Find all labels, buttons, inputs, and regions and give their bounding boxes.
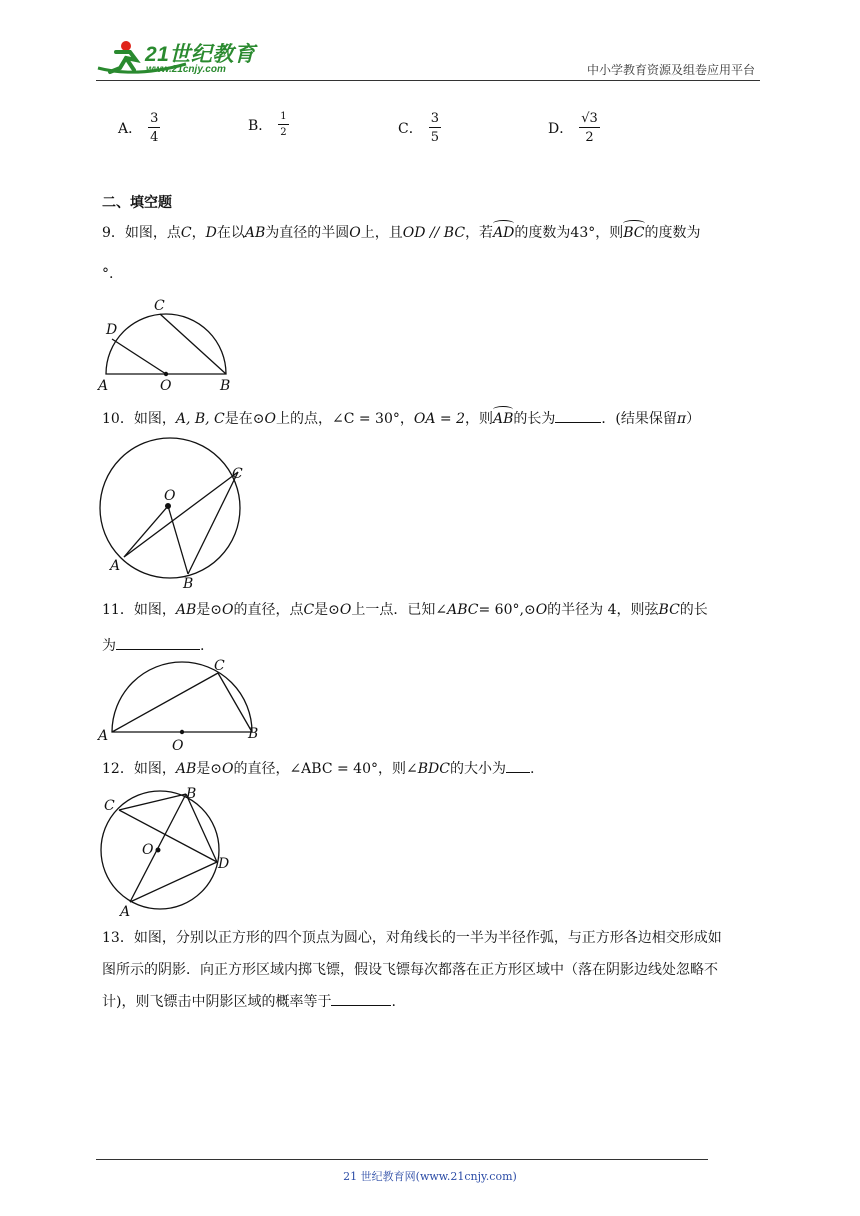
label-c: C — [214, 658, 225, 674]
question-11: 11．如图，AB是⊙O的直径，点C是⊙O上一点．已知∠ABC= 60°,⊙O的半径为 4，则弦BC的长 — [102, 602, 708, 618]
choice-c — [398, 112, 441, 144]
question-13: 13．如图，分别以正方形的四个顶点为圆心，对角线长的一半为半径作弧，与正方形各边相交形成如 图所示的阴影．向正方形区域内掷飞镖，假设飞镖每次都落在正方形区域中（落在阴影边线处忽略不 计)，则飞镖击中阴影区域的概率等于 . — [102, 930, 722, 1010]
label-b: B — [220, 378, 231, 394]
choice-label: A． — [118, 121, 143, 137]
fraction: $\frac{3}{4}$ — [150, 111, 159, 145]
question-12: 12．如图，AB是⊙O的直径，∠ABC = 40°，则∠BDC的大小为 . — [102, 761, 535, 777]
choice-label: D． — [548, 121, 574, 137]
answer-blank — [506, 772, 530, 773]
label-c: C — [104, 798, 115, 814]
choice-b — [248, 112, 289, 138]
answer-blank — [331, 1005, 391, 1006]
label-o: O — [160, 378, 172, 394]
label-b: B — [248, 726, 259, 742]
answer-blank — [555, 422, 601, 423]
label-d: D — [106, 322, 118, 338]
label-b: B — [186, 786, 197, 802]
label-d: D — [218, 856, 230, 872]
header-divider — [96, 80, 760, 81]
platform-name: 中小学教育资源及组卷应用平台 — [586, 63, 755, 77]
label-c: C — [232, 466, 243, 482]
question-10: 10．如图，A, B, C是在⊙O上的点，∠C = 30°，OA = 2，则AB的长为 ．(结果保留π） — [102, 411, 701, 427]
choice-label: B． — [248, 118, 273, 134]
choice-d — [548, 112, 600, 144]
logo-text: 21世纪教育 — [145, 43, 256, 66]
label-b: B — [183, 576, 194, 592]
footer-divider — [96, 1159, 708, 1160]
logo-url: www.21cnjy.com — [146, 64, 226, 75]
section-title: 二、填空题 — [102, 195, 172, 211]
question-9: 9．如图，点C，D在以AB为直径的半圆O上，且OD // BC，若AD的度数为43°，则BC的度数为 — [102, 225, 701, 241]
answer-blank — [116, 649, 200, 650]
question-9-line2: °. — [102, 266, 114, 282]
figure-q11-semicircle — [94, 656, 274, 754]
label-a: A — [110, 558, 121, 574]
fraction: $\frac{1}{2}$ — [280, 111, 287, 138]
label-a: A — [120, 904, 131, 920]
label-o: O — [164, 488, 176, 504]
figure-q10-circle — [92, 432, 252, 594]
figure-q12-circle — [92, 782, 242, 920]
label-o: O — [142, 842, 154, 858]
question-11-line2: 为 . — [102, 638, 205, 654]
label-c: C — [154, 298, 165, 314]
footer-text: 21 世纪教育网(www.21cnjy.com) — [343, 1170, 517, 1183]
label-o: O — [172, 738, 184, 754]
fraction: $\frac{√3}{2}$ — [581, 111, 598, 145]
choice-label: C． — [398, 121, 423, 137]
choice-a — [118, 112, 160, 144]
figure-q9-semicircle — [94, 296, 244, 396]
fraction: $\frac{3}{5}$ — [430, 111, 439, 145]
label-a: A — [98, 728, 109, 744]
label-a: A — [98, 378, 109, 394]
